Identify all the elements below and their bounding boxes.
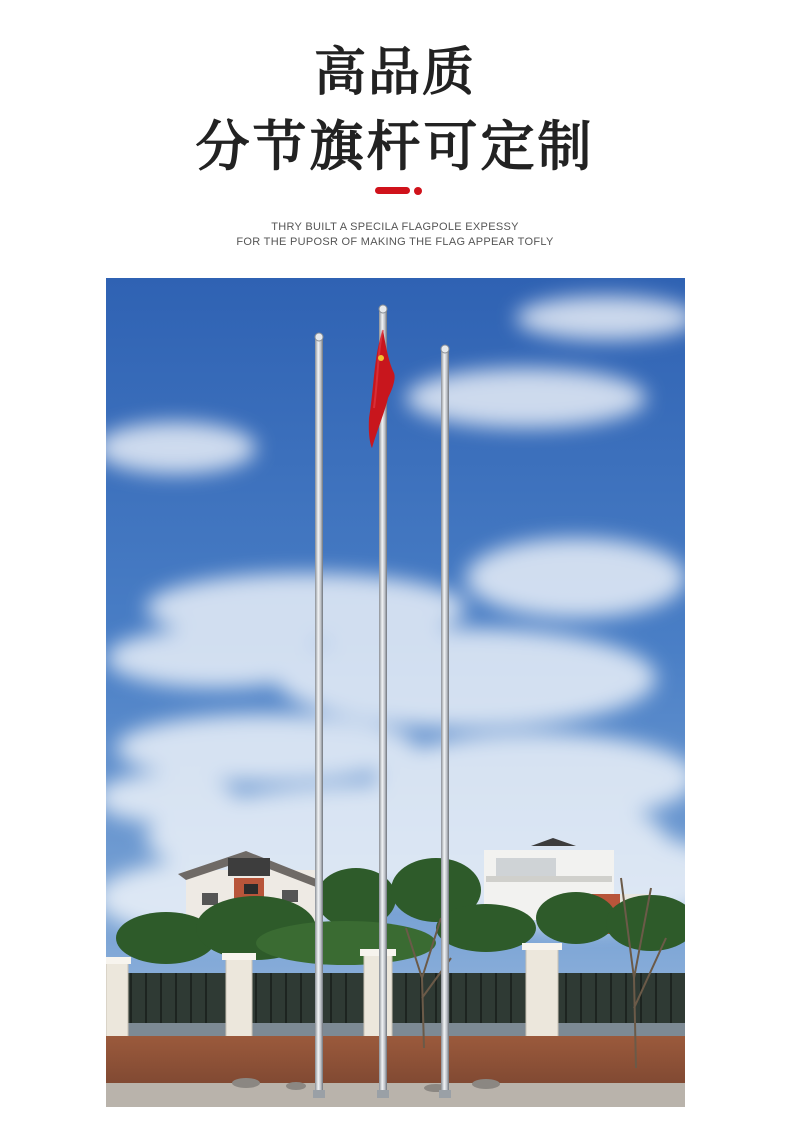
flagpole-photo [106,278,685,1107]
page-title-line-1: 高品质 [313,43,476,103]
page-title-line-2: 分节旗杆可定制 [195,115,595,178]
subtitle-line-1: THRY BUILT A SPECILA FLAGPOLE EXPESSY [271,221,519,233]
subtitle-line-2: FOR THE PUPOSR OF MAKING THE FLAG APPEAR TOFLY [236,236,554,248]
accent-divider-dot [414,187,422,195]
ground-pavement [106,1083,685,1107]
accent-divider-bar [375,187,410,194]
